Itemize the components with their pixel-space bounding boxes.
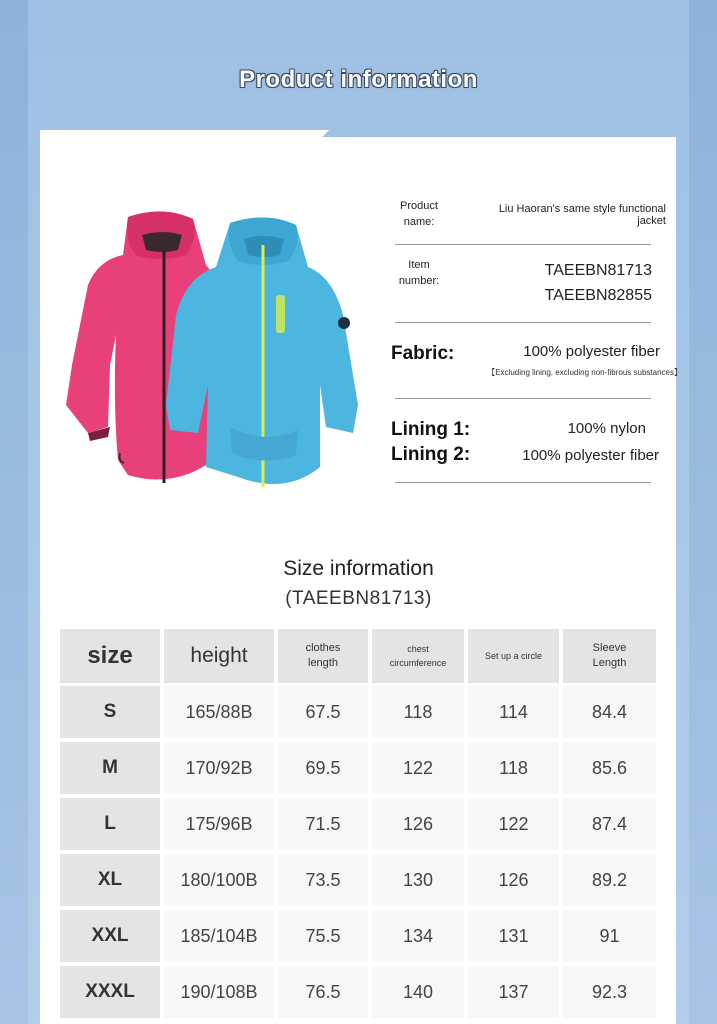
table-cell: 75.5: [278, 910, 368, 962]
table-cell: 76.5: [278, 966, 368, 1018]
table-cell: 89.2: [563, 854, 656, 906]
item-number-2: TAEEBN82855: [544, 287, 652, 304]
table-cell: 114: [468, 686, 559, 738]
table-cell: 185/104B: [164, 910, 274, 962]
table-cell: 170/92B: [164, 742, 274, 794]
size-label-cell: M: [60, 742, 160, 794]
table-cell: 122: [468, 798, 559, 850]
table-cell: 165/88B: [164, 686, 274, 738]
header-height: height: [164, 629, 274, 683]
table-cell: 140: [372, 966, 464, 1018]
table-cell: 71.5: [278, 798, 368, 850]
table-cell: 91: [563, 910, 656, 962]
product-name-label: Product name:: [400, 200, 438, 228]
table-cell: 131: [468, 910, 559, 962]
divider-3: [395, 398, 651, 399]
right-border: [689, 0, 717, 1024]
table-cell: 85.6: [563, 742, 656, 794]
header-size: size: [60, 629, 160, 683]
lining1-value: 100% nylon: [567, 420, 646, 437]
table-cell: 180/100B: [164, 854, 274, 906]
header-set-up-circle: Set up a circle: [468, 629, 559, 683]
table-cell: 84.4: [563, 686, 656, 738]
size-section-title: Size information: [283, 557, 434, 580]
fabric-value: 100% polyester fiber: [523, 343, 660, 360]
size-section-subtitle: (TAEEBN81713): [285, 588, 432, 609]
table-cell: 175/96B: [164, 798, 274, 850]
size-label-cell: L: [60, 798, 160, 850]
table-cell: 67.5: [278, 686, 368, 738]
table-cell: 92.3: [563, 966, 656, 1018]
size-label-cell: S: [60, 686, 160, 738]
table-cell: 134: [372, 910, 464, 962]
lining2-label: Lining 2:: [391, 444, 471, 465]
divider-4: [395, 482, 651, 483]
size-label-cell: XXL: [60, 910, 160, 962]
table-cell: 137: [468, 966, 559, 1018]
size-label-cell: XXXL: [60, 966, 160, 1018]
header-chest-circumference: chest circumference: [372, 629, 464, 683]
table-cell: 118: [372, 686, 464, 738]
fabric-label: Fabric:: [391, 343, 455, 364]
divider-1: [395, 244, 651, 245]
fabric-note: 【Excluding lining, excluding non-fibrous substances】: [487, 368, 682, 377]
table-cell: 73.5: [278, 854, 368, 906]
lining2-value: 100% polyester fiber: [522, 447, 659, 464]
item-number-label: Item number:: [398, 259, 440, 287]
jackets-image: [58, 205, 368, 495]
table-cell: 126: [468, 854, 559, 906]
table-cell: 130: [372, 854, 464, 906]
table-cell: 69.5: [278, 742, 368, 794]
table-cell: 87.4: [563, 798, 656, 850]
header-clothes-length: clothes length: [278, 629, 368, 683]
left-border: [0, 0, 28, 1024]
table-cell: 126: [372, 798, 464, 850]
table-cell: 122: [372, 742, 464, 794]
size-label-cell: XL: [60, 854, 160, 906]
header-sleeve-length: Sleeve Length: [563, 629, 656, 683]
product-name-value: Liu Haoran's same style functional jacket: [498, 203, 666, 227]
table-cell: 190/108B: [164, 966, 274, 1018]
item-number-1: TAEEBN81713: [544, 262, 652, 279]
divider-2: [395, 322, 651, 323]
page-title: Product information: [239, 66, 478, 93]
table-cell: 118: [468, 742, 559, 794]
lining1-label: Lining 1:: [391, 419, 471, 440]
